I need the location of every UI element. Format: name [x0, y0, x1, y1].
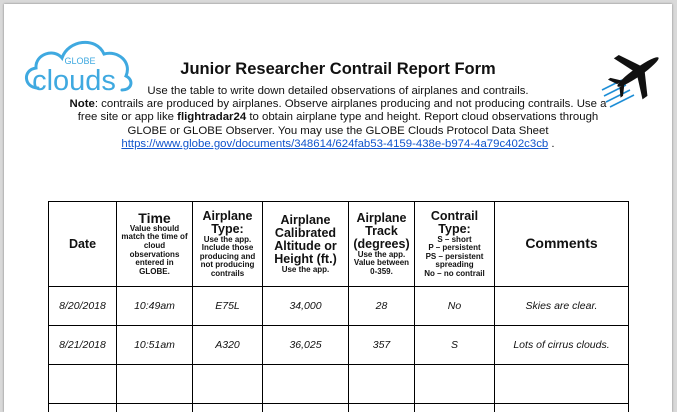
table-row [49, 326, 629, 365]
contrail-type-cell[interactable] [415, 365, 495, 404]
comments-cell[interactable] [495, 365, 629, 404]
table-row [49, 404, 629, 412]
time-cell[interactable] [117, 365, 193, 404]
time-cell[interactable]: 10:51am [117, 326, 193, 365]
comments-cell[interactable]: Skies are clear. [495, 287, 629, 326]
header-date: Date [49, 202, 117, 287]
instructions [64, 85, 612, 151]
track-cell[interactable]: 357 [349, 326, 415, 365]
report-page [4, 4, 672, 412]
contrail-type-cell[interactable]: No [415, 287, 495, 326]
date-cell[interactable]: 8/21/2018 [49, 326, 117, 365]
altitude-cell[interactable]: 34,000 [263, 287, 349, 326]
contrail-type-cell[interactable]: S [415, 326, 495, 365]
altitude-cell[interactable] [263, 365, 349, 404]
note-label: Note [69, 98, 95, 111]
airplane-type-cell[interactable] [193, 404, 263, 412]
header-contrail-type: Contrail Type: S – short P – persistent PS – persistent spreading No – no contrail [415, 202, 495, 287]
contrail-type-cell[interactable] [415, 404, 495, 412]
airplane-type-cell[interactable]: A320 [193, 326, 263, 365]
airplane-type-cell[interactable] [193, 365, 263, 404]
time-cell[interactable]: 10:49am [117, 287, 193, 326]
note-text: : contrails are produced by airplanes. Observe airplanes producing and not producing contrails. Use a free site or app like [77, 98, 607, 124]
date-cell[interactable]: 8/20/2018 [49, 287, 117, 326]
app-name: flightradar24 [177, 111, 247, 124]
header-airplane-type: Airplane Type: Use the app. Include those producing and not producing contrails [193, 202, 263, 287]
header-row [49, 202, 629, 287]
table-row [49, 287, 629, 326]
altitude-cell[interactable] [263, 404, 349, 412]
track-cell[interactable] [349, 404, 415, 412]
table-row [49, 365, 629, 404]
contrail-report-table [48, 201, 629, 412]
intro-end: . [548, 137, 555, 150]
comments-cell[interactable]: Lots of cirrus clouds. [495, 326, 629, 365]
logo-clouds-text: clouds [32, 65, 116, 97]
date-cell[interactable] [49, 365, 117, 404]
data-sheet-link[interactable]: https://www.globe.gov/documents/348614/624fab53-4159-438e-b974-4a79c402c3cb [121, 137, 549, 150]
altitude-cell[interactable]: 36,025 [263, 326, 349, 365]
instructions-line1: Use the table to write down detailed observations of airplanes and contrails. [147, 85, 529, 97]
header-comments: Comments [495, 202, 629, 287]
track-cell[interactable]: 28 [349, 287, 415, 326]
date-cell[interactable] [49, 404, 117, 412]
header-time: Time Value should match the time of cloud observations entered in GLOBE. [117, 202, 193, 287]
logo-globe-text: GLOBE [64, 56, 96, 66]
track-cell[interactable] [349, 365, 415, 404]
airplane-type-cell[interactable]: E75L [193, 287, 263, 326]
header-track: Airplane Track (degrees) Use the app. Value between 0-359. [349, 202, 415, 287]
after-app-text: to obtain airplane type and height. Report cloud observations through GLOBE or GLOBE Observer. You may use the GLOBE Clouds Protocol Data Sheet [127, 111, 599, 137]
comments-cell[interactable] [495, 404, 629, 412]
header-altitude: Airplane Calibrated Altitude or Height (ft.) Use the app. [263, 202, 349, 287]
page-title: Junior Researcher Contrail Report Form [180, 60, 496, 78]
time-cell[interactable] [117, 404, 193, 412]
